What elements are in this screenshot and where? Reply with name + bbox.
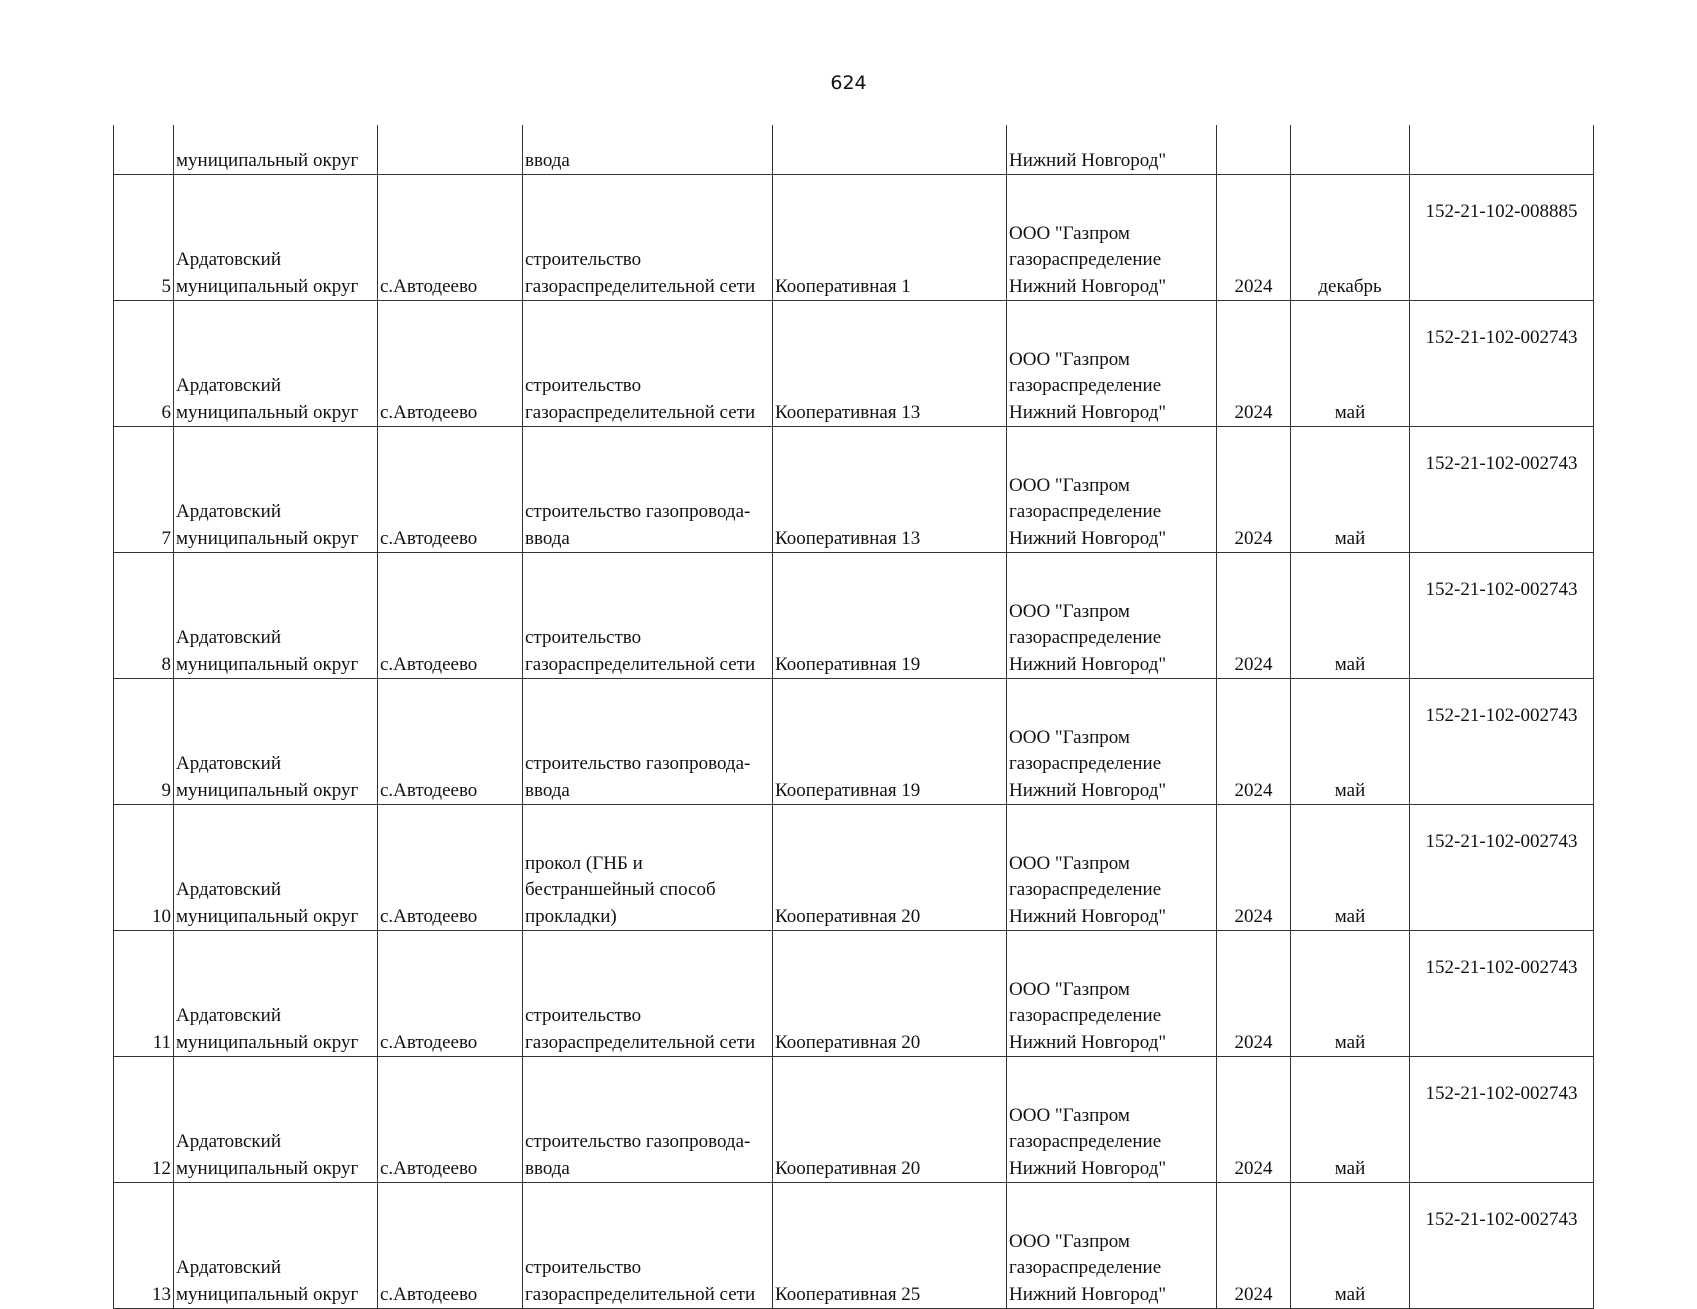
registry-code: 152-21-102-002743: [1425, 831, 1578, 852]
cell-settlement: [378, 931, 523, 1057]
settlement-name: с.Автодеево: [380, 779, 478, 801]
table-row: [114, 679, 1594, 805]
cell-operator: [1007, 301, 1217, 427]
cell-settlement: [378, 679, 523, 805]
street-address: Кооперативная 20: [775, 1157, 921, 1179]
settlement-name: с.Автодеево: [380, 527, 478, 549]
year-value: 2024: [1234, 653, 1273, 675]
cell-operator: [1007, 805, 1217, 931]
district-line-1: Ардатовский: [176, 1257, 281, 1278]
cell-code: [1410, 805, 1594, 931]
cell-work-type: [523, 931, 773, 1057]
district-line-2: муниципальный округ: [176, 275, 359, 297]
cell-year: [1217, 931, 1291, 1057]
cell-work-type: [523, 553, 773, 679]
cell-code: [1410, 553, 1594, 679]
operator-line-1: ООО "Газпром: [1009, 1104, 1130, 1126]
cell-month: [1291, 679, 1410, 805]
cell-operator: [1007, 427, 1217, 553]
cell-district: [174, 931, 378, 1057]
work-line-2: бестраншейный способ: [525, 879, 716, 900]
page-number: 624: [830, 72, 867, 94]
month-value: май: [1334, 779, 1366, 801]
row-number: 5: [161, 275, 171, 297]
gasification-table: [113, 125, 1594, 1309]
district-line-2: муниципальный округ: [176, 1283, 359, 1305]
cell-year: [1217, 805, 1291, 931]
cell-month: [1291, 1183, 1410, 1309]
street-address: Кооперативная 19: [775, 779, 921, 801]
district-line-1: Ардатовский: [176, 627, 281, 648]
operator-line-2: газораспределение: [1009, 1257, 1162, 1278]
cell-district: [174, 301, 378, 427]
settlement-name: с.Автодеево: [380, 1157, 478, 1179]
cell-operator: [1007, 1057, 1217, 1183]
operator-line-1: ООО "Газпром: [1009, 348, 1130, 370]
operator-line-1: ООО "Газпром: [1009, 978, 1130, 1000]
year-value: 2024: [1234, 779, 1273, 801]
cell-district: [174, 679, 378, 805]
cell-work-type: ввода: [523, 125, 773, 175]
cell-num: [114, 175, 174, 301]
cell-operator: [1007, 1183, 1217, 1309]
row-number: 8: [161, 653, 171, 675]
district-line-1: Ардатовский: [176, 501, 281, 522]
cell-street: [773, 1057, 1007, 1183]
cell-settlement: [378, 1057, 523, 1183]
registry-code: 152-21-102-002743: [1425, 453, 1578, 474]
cell-settlement: [378, 125, 523, 175]
work-line-2: газораспределительной сети: [525, 275, 756, 297]
cell-settlement: [378, 553, 523, 679]
district-line-2: муниципальный округ: [176, 1157, 359, 1179]
year-value: 2024: [1234, 1157, 1273, 1179]
row-number: 6: [161, 401, 171, 423]
cell-work-type: [523, 175, 773, 301]
district-line-1: Ардатовский: [176, 879, 281, 900]
work-line-2: газораспределительной сети: [525, 653, 756, 675]
cell-street: [773, 175, 1007, 301]
operator-line-1: ООО "Газпром: [1009, 474, 1130, 496]
operator-line-1: ООО "Газпром: [1009, 600, 1130, 622]
row-number: 9: [161, 779, 171, 801]
cell-district: [174, 805, 378, 931]
work-line-2: ввода: [525, 527, 570, 549]
operator-line-3: Нижний Новгород": [1009, 1283, 1167, 1305]
cell-operator: [1007, 679, 1217, 805]
table-row: [114, 427, 1594, 553]
year-value: 2024: [1234, 401, 1273, 423]
operator-line-1: ООО "Газпром: [1009, 726, 1130, 748]
table-body: [114, 125, 1594, 1309]
work-line-2: газораспределительной сети: [525, 1031, 756, 1053]
cell-year: [1217, 1057, 1291, 1183]
cell-num: [114, 1183, 174, 1309]
cell-num: [114, 125, 174, 175]
table-row: [114, 175, 1594, 301]
cell-street: [773, 931, 1007, 1057]
month-value: май: [1334, 905, 1366, 927]
work-line-2: газораспределительной сети: [525, 401, 756, 423]
cell-month: [1291, 931, 1410, 1057]
table-row: [114, 805, 1594, 931]
registry-code: 152-21-102-008885: [1425, 201, 1578, 222]
work-line-1: прокол (ГНБ и: [525, 852, 643, 874]
month-value: май: [1334, 1157, 1366, 1179]
year-value: 2024: [1234, 1283, 1273, 1305]
registry-code: 152-21-102-002743: [1425, 1209, 1578, 1230]
row-number: 11: [152, 1031, 171, 1053]
street-address: Кооперативная 19: [775, 653, 921, 675]
work-line-1: строительство газопровода-: [525, 1131, 751, 1152]
registry-code: 152-21-102-002743: [1425, 705, 1578, 726]
cell-district: [174, 427, 378, 553]
work-line-1: строительство: [525, 1257, 642, 1278]
year-value: 2024: [1234, 527, 1273, 549]
settlement-name: с.Автодеево: [380, 1283, 478, 1305]
cell-code: [1410, 679, 1594, 805]
district-line-1: Ардатовский: [176, 753, 281, 774]
work-line-1: строительство: [525, 375, 642, 396]
operator-line-2: газораспределение: [1009, 1005, 1162, 1026]
cell-district: [174, 553, 378, 679]
cell-code: [1410, 931, 1594, 1057]
street-address: Кооперативная 13: [775, 527, 921, 549]
cell-year: [1217, 553, 1291, 679]
operator-line-2: газораспределение: [1009, 501, 1162, 522]
operator-line-3: Нижний Новгород": [1009, 1031, 1167, 1053]
settlement-name: с.Автодеево: [380, 401, 478, 423]
operator-line-2: газораспределение: [1009, 879, 1162, 900]
registry-code: 152-21-102-002743: [1425, 327, 1578, 348]
district-line-2: муниципальный округ: [176, 779, 359, 801]
cell-month: [1291, 301, 1410, 427]
settlement-name: с.Автодеево: [380, 275, 478, 297]
row-number: 13: [152, 1283, 171, 1305]
district-line-1: Ардатовский: [176, 375, 281, 396]
cell-year: [1217, 679, 1291, 805]
work-line-1: строительство газопровода-: [525, 753, 751, 774]
district-line-2: муниципальный округ: [176, 401, 359, 423]
cell-district: [174, 1183, 378, 1309]
work-line-3: прокладки): [525, 905, 617, 927]
district-line-2: муниципальный округ: [176, 527, 359, 549]
cell-month: [1291, 125, 1410, 175]
work-line-1: строительство: [525, 627, 642, 648]
cell-street: [773, 679, 1007, 805]
cell-month: [1291, 427, 1410, 553]
cell-settlement: [378, 427, 523, 553]
operator-line-2: газораспределение: [1009, 627, 1162, 648]
cell-work-type: [523, 679, 773, 805]
cell-operator: [1007, 931, 1217, 1057]
district-line-1: Ардатовский: [176, 1005, 281, 1026]
work-line-1: строительство газопровода-: [525, 501, 751, 522]
month-value: май: [1334, 1031, 1366, 1053]
operator-line-2: газораспределение: [1009, 375, 1162, 396]
settlement-name: с.Автодеево: [380, 905, 478, 927]
operator-line-1: ООО "Газпром: [1009, 1230, 1130, 1252]
table-row: [114, 931, 1594, 1057]
cell-num: [114, 427, 174, 553]
cell-num: [114, 931, 174, 1057]
cell-street: [773, 125, 1007, 175]
operator-line-3: Нижний Новгород": [1009, 1157, 1167, 1179]
table-row: [114, 1183, 1594, 1309]
district-line-2: муниципальный округ: [176, 1031, 359, 1053]
street-address: Кооперативная 20: [775, 1031, 921, 1053]
street-address: Кооперативная 13: [775, 401, 921, 423]
month-value: декабрь: [1318, 275, 1382, 297]
cell-code: [1410, 125, 1594, 175]
cell-code: [1410, 1057, 1594, 1183]
cell-settlement: [378, 301, 523, 427]
cell-settlement: [378, 805, 523, 931]
cell-settlement: [378, 175, 523, 301]
operator-line-2: газораспределение: [1009, 249, 1162, 270]
cell-work-type: [523, 1057, 773, 1183]
cell-code: [1410, 301, 1594, 427]
cell-operator: [1007, 175, 1217, 301]
cell-num: [114, 1057, 174, 1183]
district-line-2: муниципальный округ: [176, 905, 359, 927]
year-value: 2024: [1234, 905, 1273, 927]
cell-street: [773, 427, 1007, 553]
work-line-1: строительство: [525, 1005, 642, 1026]
operator-line-3: Нижний Новгород": [1009, 653, 1167, 675]
work-line-2: ввода: [525, 1157, 570, 1179]
settlement-name: с.Автодеево: [380, 653, 478, 675]
row-number: 10: [152, 905, 171, 927]
street-address: Кооперативная 20: [775, 905, 921, 927]
cell-district: [174, 1057, 378, 1183]
street-address: Кооперативная 1: [775, 275, 911, 297]
cell-month: [1291, 805, 1410, 931]
operator-line-3: Нижний Новгород": [1009, 779, 1167, 801]
operator-line-1: ООО "Газпром: [1009, 222, 1130, 244]
cell-month: [1291, 175, 1410, 301]
cell-district: [174, 175, 378, 301]
cell-street: [773, 805, 1007, 931]
cell-num: [114, 805, 174, 931]
cell-street: [773, 1183, 1007, 1309]
district-line-1: Ардатовский: [176, 249, 281, 270]
operator-line-3: Нижний Новгород": [1009, 401, 1167, 423]
operator-line-3: Нижний Новгород": [1009, 905, 1167, 927]
cell-year: [1217, 427, 1291, 553]
cell-operator: [1007, 553, 1217, 679]
registry-code: 152-21-102-002743: [1425, 579, 1578, 600]
month-value: май: [1334, 1283, 1366, 1305]
month-value: май: [1334, 527, 1366, 549]
cell-code: [1410, 175, 1594, 301]
cell-code: [1410, 1183, 1594, 1309]
cell-num: [114, 679, 174, 805]
registry-code: 152-21-102-002743: [1425, 1083, 1578, 1104]
cell-month: [1291, 553, 1410, 679]
work-line-2: ввода: [525, 779, 570, 801]
cell-operator: Нижний Новгород": [1007, 125, 1217, 175]
table-row-continuation: [114, 125, 1594, 175]
cell-district: муниципальный округ: [174, 125, 378, 175]
month-value: май: [1334, 653, 1366, 675]
district-line-1: Ардатовский: [176, 1131, 281, 1152]
cell-year: [1217, 175, 1291, 301]
work-line-2: газораспределительной сети: [525, 1283, 756, 1305]
street-address: Кооперативная 25: [775, 1283, 921, 1305]
registry-code: 152-21-102-002743: [1425, 957, 1578, 978]
table-row: [114, 1057, 1594, 1183]
table-row: [114, 553, 1594, 679]
operator-line-2: газораспределение: [1009, 1131, 1162, 1152]
work-line-1: строительство: [525, 249, 642, 270]
cell-num: [114, 553, 174, 679]
year-value: 2024: [1234, 1031, 1273, 1053]
operator-line-2: газораспределение: [1009, 753, 1162, 774]
cell-street: [773, 301, 1007, 427]
cell-settlement: [378, 1183, 523, 1309]
cell-work-type: [523, 1183, 773, 1309]
operator-line-3: Нижний Новгород": [1009, 275, 1167, 297]
year-value: 2024: [1234, 275, 1273, 297]
cell-month: [1291, 1057, 1410, 1183]
operator-line-1: ООО "Газпром: [1009, 852, 1130, 874]
cell-year: [1217, 1183, 1291, 1309]
cell-num: [114, 301, 174, 427]
cell-year: [1217, 125, 1291, 175]
row-number: 7: [161, 527, 171, 549]
cell-code: [1410, 427, 1594, 553]
row-number: 12: [152, 1157, 171, 1179]
district-line-2: муниципальный округ: [176, 653, 359, 675]
settlement-name: с.Автодеево: [380, 1031, 478, 1053]
cell-work-type: [523, 427, 773, 553]
cell-work-type: [523, 301, 773, 427]
cell-work-type: [523, 805, 773, 931]
month-value: май: [1334, 401, 1366, 423]
cell-year: [1217, 301, 1291, 427]
table-row: [114, 301, 1594, 427]
cell-street: [773, 553, 1007, 679]
operator-line-3: Нижний Новгород": [1009, 527, 1167, 549]
